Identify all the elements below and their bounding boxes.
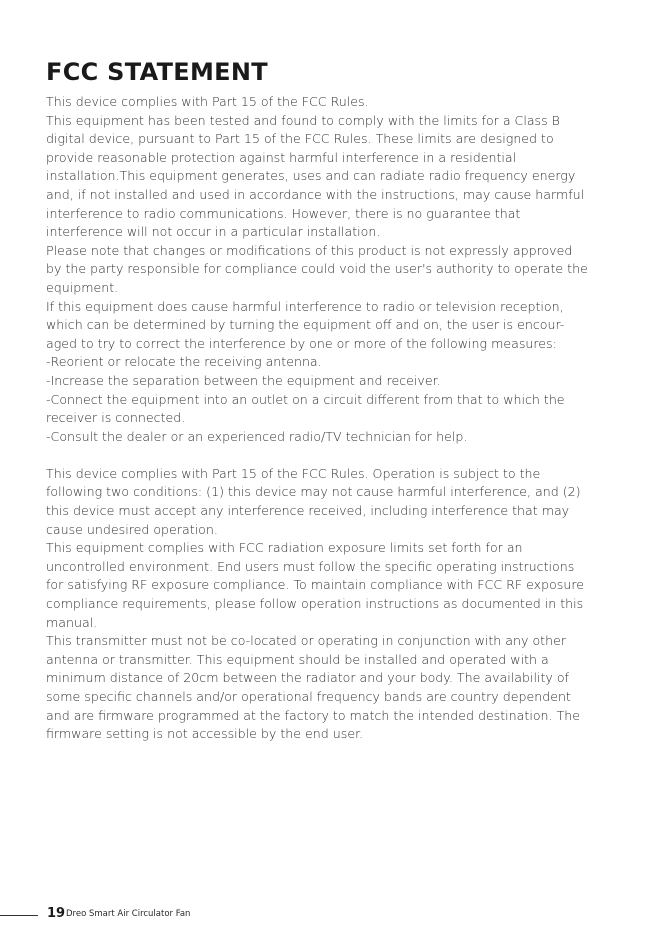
text-line: -Increase the separation between the equipment and receiver. [46,372,441,388]
text-line: and are firmware programmed at the factory to match the intended destination. The [46,707,580,723]
text-line: installation.This equipment generates, uses and can radiate radio frequency energy [46,168,576,184]
text-line: and, if not installed and used in accordance with the instructions, may cause harmful [46,186,585,202]
text-line: This transmitter must not be co-located or operating in conjunction with any other [46,633,566,649]
text-line: by the party responsible for compliance could void the user's authority to operate the [46,261,588,277]
text-line: compliance requirements, please follow operation instructions as documented in this [46,596,584,612]
page-title: FCC STATEMENT [46,58,268,86]
text-line: following two conditions: (1) this device may not cause harmful interference, and (2) [46,484,581,500]
text-line: equipment. [46,279,119,295]
paragraph-gap [46,446,631,465]
text-line: antenna or transmitter. This equipment should be installed and operated with a [46,651,549,667]
text-line: This equipment has been tested and found to comply with the limits for a Class B [46,112,560,128]
text-line: -Connect the equipment into an outlet on a circuit different from that to which the [46,391,565,407]
text-line: which can be determined by turning the equipment off and on, the user is encour- [46,317,565,333]
product-name: Dreo Smart Air Circulator Fan [66,909,191,919]
text-line: This device complies with Part 15 of the FCC Rules. [46,94,369,109]
text-line: provide reasonable protection against harmful interference in a residential [46,149,517,165]
statement-body [46,93,631,744]
text-line: uncontrolled environment. End users must follow the specific operating instructions [46,558,575,574]
text-line: interference to radio communications. However, there is no guarantee that [46,205,521,221]
text-line: -Reorient or relocate the receiving antenna. [46,354,322,370]
text-line: aged to try to correct the interference by one or more of the following measures: [46,335,557,351]
text-line: for satisfying RF exposure compliance. To maintain compliance with FCC RF exposure [46,577,584,593]
text-line: minimum distance of 20cm between the radiator and your body. The availability of [46,670,569,686]
page-footer [0,905,300,925]
text-line: firmware setting is not accessible by the end user. [46,726,364,742]
text-line: If this equipment does cause harmful interference to radio or television reception, [46,298,564,314]
text-line: receiver is connected. [46,410,186,426]
text-line: digital device, pursuant to Part 15 of the FCC Rules. These limits are designed to [46,131,554,147]
text-line: -Consult the dealer or an experienced radio/TV technician for help. [46,428,468,444]
text-line: some specific channels and/or operational frequency bands are country dependent [46,689,571,704]
text-line: manual. [46,614,98,630]
footer-divider [0,915,38,916]
text-line: Please note that changes or modifications of this product is not expressly approved [46,242,573,258]
text-line: this device must accept any interference received, including interference that may [46,503,570,519]
text-line: This equipment complies with FCC radiation exposure limits set forth for an [46,540,523,556]
text-line: This device complies with Part 15 of the FCC Rules. Operation is subject to the [46,465,541,481]
text-line: cause undesired operation. [46,521,218,537]
text-line: interference will not occur in a particular installation. [46,224,381,240]
page-number: 19 [47,906,66,921]
